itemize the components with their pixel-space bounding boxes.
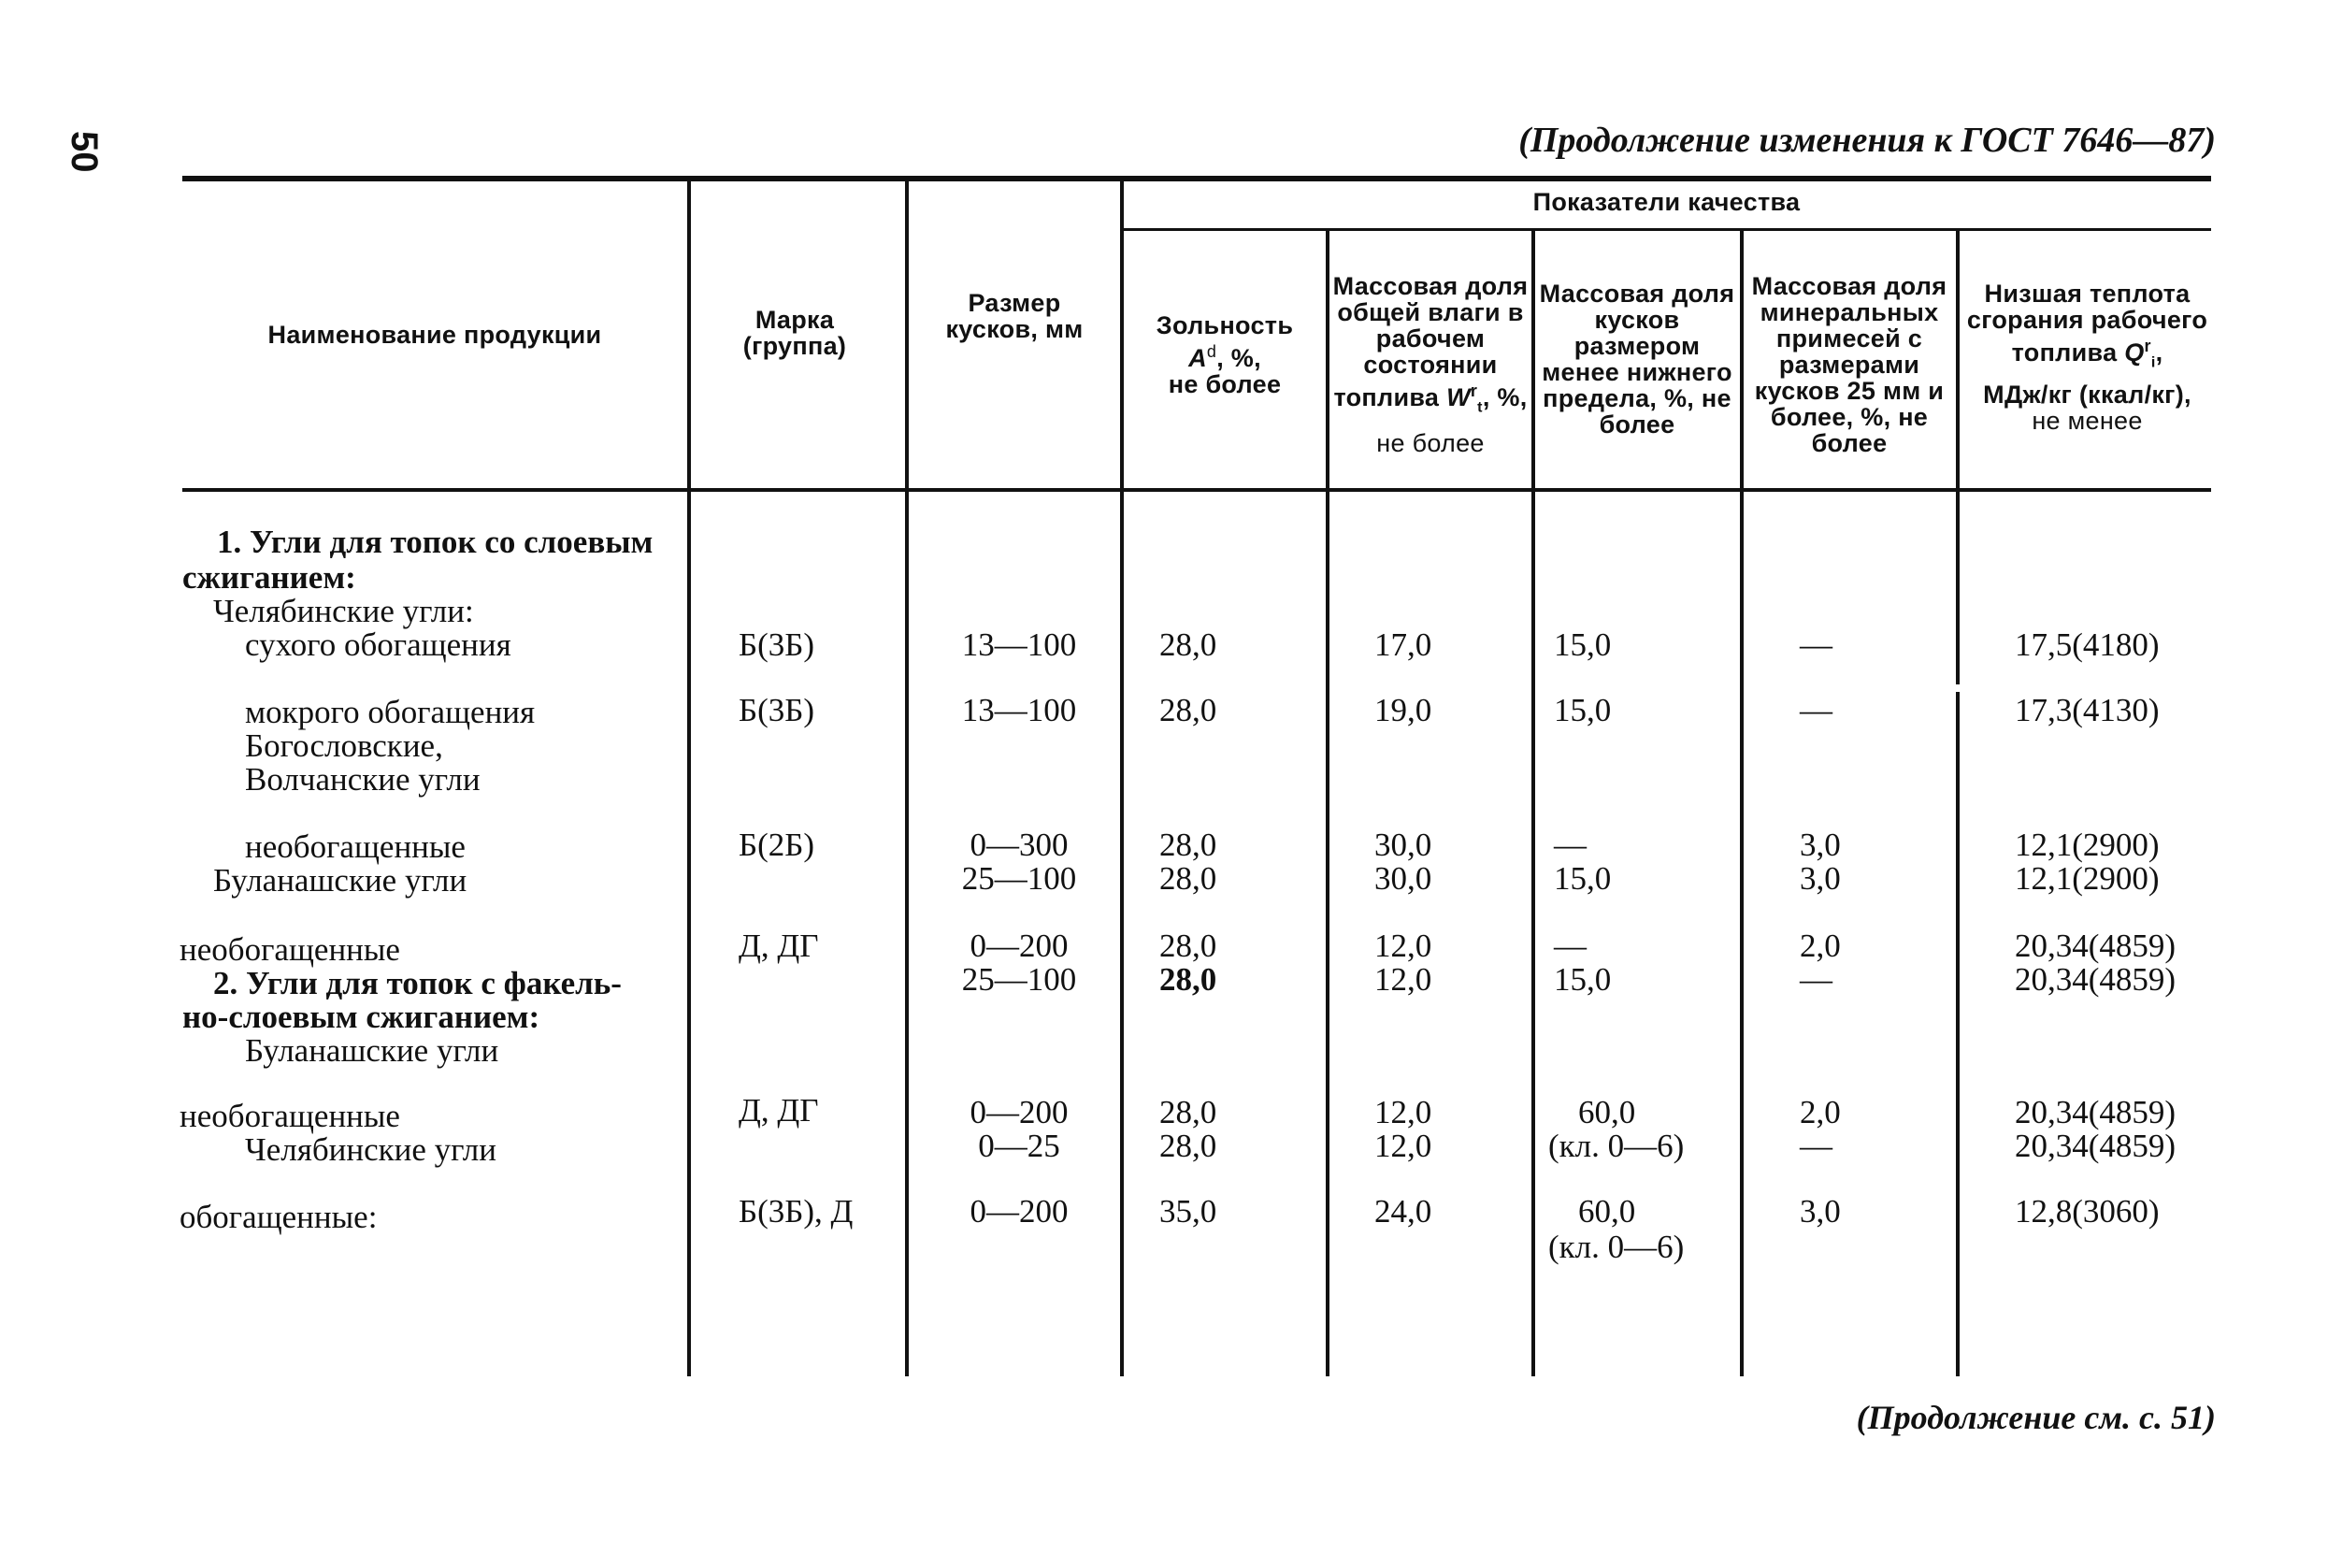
cell-moisture: 24,0 [1374, 1193, 1432, 1230]
cell-pieces: 15,0 [1554, 626, 1612, 663]
cell-mineral: — [1800, 961, 1832, 998]
product-label: 1. Угли для топок со слоевым [217, 524, 654, 560]
cell-mark: Б(3Б) [739, 692, 815, 728]
cell-ash: 35,0 [1159, 1193, 1217, 1230]
cell-size: 0—200 [970, 1094, 1069, 1130]
product-label: сухого обогащения [245, 626, 511, 663]
heat-text: Низшая теплота сгорания рабочего топлива [1966, 280, 2208, 367]
cell-ash: 28,0 [1159, 961, 1217, 998]
moisture-text: Массовая доля общей влаги в рабочем состоянии топлива [1332, 272, 1529, 411]
product-label: Богословские, [245, 727, 443, 764]
product-label: Челябинские угли [245, 1131, 496, 1168]
cell-mark: Б(3Б), Д [739, 1193, 854, 1230]
product-label: необогащенные [180, 1098, 400, 1134]
header-ash-line2 [1127, 338, 1323, 371]
cell-mineral: — [1800, 1128, 1832, 1164]
header-moisture [1332, 273, 1529, 456]
cell-mineral: — [1800, 626, 1832, 663]
header-mark: Марка (группа) [742, 306, 847, 360]
cell-moisture: 30,0 [1374, 827, 1432, 863]
product-label: сжиганием: [182, 559, 356, 596]
product-label: мокрого обогащения [245, 694, 536, 730]
cell-heat: 17,3(4130) [2015, 692, 2160, 728]
cell-moisture: 19,0 [1374, 692, 1432, 728]
header-mineral: Массовая доля минеральных примесей с размерами кусков 25 мм и более, %, не более [1751, 272, 1947, 457]
header-quality-group: Показатели качества [1532, 188, 1801, 216]
cell-heat: 12,1(2900) [2015, 860, 2160, 897]
header-ash-line1: Зольность [1156, 311, 1294, 339]
col-divider [687, 181, 691, 1376]
cell-moisture: 12,0 [1374, 928, 1432, 964]
cell-mineral: 3,0 [1800, 1193, 1841, 1230]
cell-heat: 20,34(4859) [2015, 961, 2177, 998]
heat-units: МДж/кг (ккал/кг), [1983, 381, 2191, 410]
product-label: Волчанские угли [245, 761, 481, 798]
cell-pieces: 60,0 [1578, 1193, 1636, 1230]
product-label: необогащенные [245, 828, 466, 865]
header-pieces: Массовая доля кусков размером менее нижнего предела, %, не более [1539, 280, 1735, 439]
col-divider [1956, 231, 1960, 684]
cell-mark: Д, ДГ [739, 928, 819, 964]
cell-pieces: (кл. 0—6) [1548, 1128, 1685, 1164]
col-divider [1740, 231, 1744, 1376]
cell-moisture: 12,0 [1374, 1094, 1432, 1130]
heat-last: не менее [2032, 407, 2143, 436]
cell-moisture: 30,0 [1374, 860, 1432, 897]
cell-size: 0—200 [970, 928, 1069, 964]
header-product: Наименование продукции [267, 321, 602, 349]
cell-heat: 20,34(4859) [2015, 1094, 2177, 1130]
cell-pieces-extra: (кл. 0—6) [1548, 1229, 1685, 1265]
product-label: Челябинские угли: [213, 593, 474, 629]
cell-mineral: 2,0 [1800, 1094, 1841, 1130]
ash-sup: d [1206, 342, 1217, 361]
header-ash [1127, 312, 1323, 397]
cell-moisture: 12,0 [1374, 1128, 1432, 1164]
cell-pieces: 15,0 [1554, 692, 1612, 728]
cell-size: 13—100 [961, 692, 1077, 728]
col-divider [1956, 692, 1960, 1376]
ash-rest: , %, [1216, 344, 1261, 372]
cell-ash: 28,0 [1159, 860, 1217, 897]
ash-symbol: A [1188, 344, 1207, 372]
cell-moisture: 17,0 [1374, 626, 1432, 663]
product-label: Буланашские угли [213, 862, 467, 899]
cell-mineral: 2,0 [1800, 928, 1841, 964]
moisture-last: не более [1376, 429, 1485, 458]
cell-heat: 20,34(4859) [2015, 928, 2177, 964]
header-note: (Продолжение изменения к ГОСТ 7646—87) [1518, 121, 2216, 160]
cell-size: 0—300 [970, 827, 1069, 863]
cell-mineral: 3,0 [1800, 860, 1841, 897]
footer-note: (Продолжение см. с. 51) [1856, 1399, 2216, 1436]
product-label: 2. Угли для топок с факель- [213, 965, 622, 1001]
col-divider [1326, 231, 1329, 1376]
cell-mark: Б(3Б) [739, 626, 815, 663]
cell-size: 0—200 [970, 1193, 1069, 1230]
cell-size: 0—25 [978, 1128, 1060, 1164]
cell-mark: Д, ДГ [739, 1092, 819, 1129]
cell-mark: Б(2Б) [739, 827, 815, 863]
cell-heat: 17,5(4180) [2015, 626, 2160, 663]
product-label: Буланашские угли [245, 1032, 499, 1069]
cell-ash: 28,0 [1159, 928, 1217, 964]
moisture-sup: r [1470, 381, 1478, 400]
cell-pieces: — [1554, 827, 1587, 863]
cell-pieces: 15,0 [1554, 860, 1612, 897]
product-label: но-слоевым сжиганием: [182, 999, 540, 1035]
table-top-rule [182, 176, 2211, 181]
cell-ash: 28,0 [1159, 1128, 1217, 1164]
cell-pieces: 60,0 [1578, 1094, 1636, 1130]
cell-pieces: — [1554, 928, 1587, 964]
header-heat [1963, 281, 2211, 434]
cell-ash: 28,0 [1159, 827, 1217, 863]
page-number: 50 [64, 131, 105, 173]
moisture-symbol: W [1446, 383, 1471, 411]
cell-size: 25—100 [961, 860, 1077, 897]
cell-mineral: — [1800, 692, 1832, 728]
cell-size: 13—100 [961, 626, 1077, 663]
col-divider [1531, 231, 1535, 1376]
cell-heat: 12,1(2900) [2015, 827, 2160, 863]
cell-heat: 12,8(3060) [2015, 1193, 2160, 1230]
moisture-sub: t [1477, 399, 1483, 416]
heat-symbol: Q [2124, 338, 2145, 367]
header-size: Размер кусков, мм [945, 289, 1084, 343]
cell-moisture: 12,0 [1374, 961, 1432, 998]
cell-size: 25—100 [961, 961, 1077, 998]
moisture-rest: , %, [1482, 383, 1528, 411]
quality-group-rule [1122, 228, 2211, 231]
cell-ash: 28,0 [1159, 626, 1217, 663]
cell-mineral: 3,0 [1800, 827, 1841, 863]
cell-heat: 20,34(4859) [2015, 1128, 2177, 1164]
header-ash-line3: не более [1168, 370, 1282, 398]
cell-ash: 28,0 [1159, 1094, 1217, 1130]
heat-sup: r [2144, 337, 2151, 355]
header-bottom-rule [182, 488, 2211, 492]
cell-ash: 28,0 [1159, 692, 1217, 728]
product-label: обогащенные: [180, 1199, 378, 1235]
heat-sub: i [2150, 354, 2156, 371]
product-label: необогащенные [180, 931, 400, 968]
cell-pieces: 15,0 [1554, 961, 1612, 998]
heat-comma: , [2155, 338, 2163, 367]
